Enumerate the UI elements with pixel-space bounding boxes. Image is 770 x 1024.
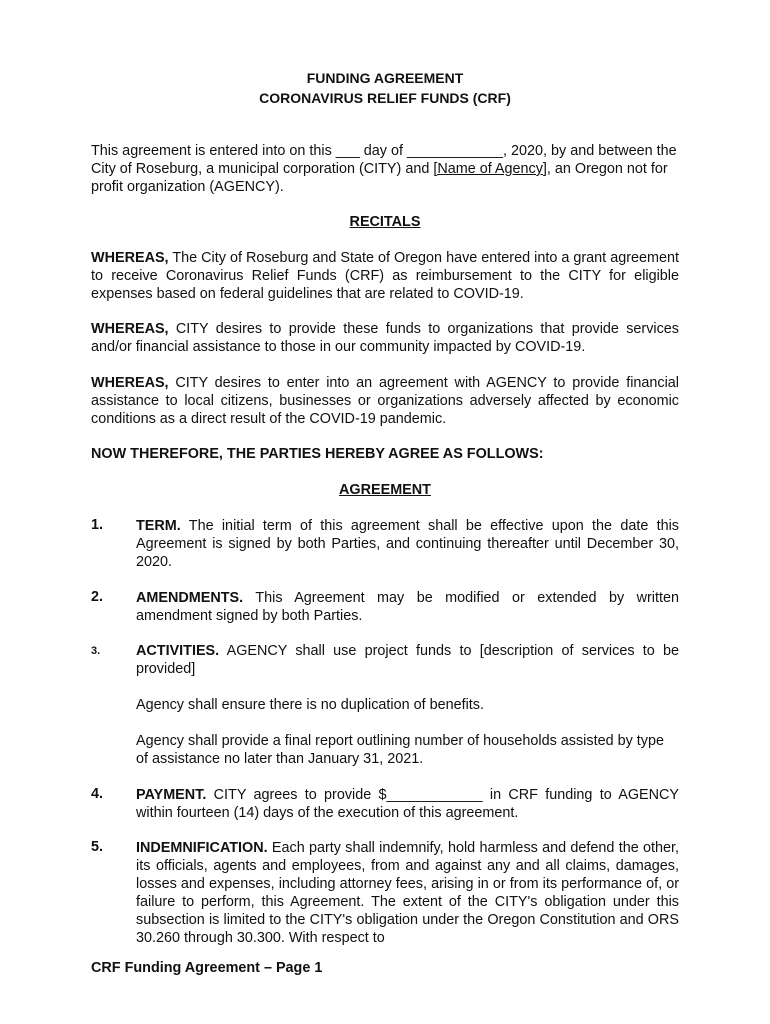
intro-text-2: , an Oregon not for profit organization (AGENCY). (91, 161, 668, 195)
recital-1 (91, 249, 679, 303)
recital-text: CITY desires to provide these funds to organizations that provide services and/or financial assistance to those in our community impacted by COVID-19. (91, 321, 679, 355)
item-lead: PAYMENT. (136, 787, 207, 803)
recital-lead: WHEREAS, (91, 375, 169, 391)
item-number: 4. (91, 786, 104, 802)
item-text: AGENCY shall use project funds to [description of services to be provided] (136, 643, 679, 677)
activities-note-duplication: Agency shall ensure there is no duplication of benefits. (136, 697, 484, 713)
activities-note-report: Agency shall provide a final report outlining number of households assisted by type of assistance no later than January 31, 2021. (136, 733, 664, 767)
item-text: This Agreement may be modified or extended by written amendment signed by both Parties. (136, 590, 679, 624)
item-lead: AMENDMENTS. (136, 590, 244, 606)
item-number: 5. (91, 839, 104, 855)
recital-text: The City of Roseburg and State of Oregon have entered into a grant agreement to receive Coronavirus Relief Funds (CRF) as reimbursement to the CITY for eligible expenses based on federal guidelines that are related to COVID-19. (91, 250, 679, 302)
agreement-heading: AGREEMENT (339, 482, 431, 498)
recital-text: CITY desires to enter into an agreement with AGENCY to provide financial assistance to local citizens, businesses or organizations adversely affected by economic conditions as a direct result of the COVID-19 pandemic. (91, 375, 679, 427)
agreement-item-indemnification (136, 839, 679, 947)
intro-paragraph (91, 142, 679, 196)
item-lead: INDEMNIFICATION. (136, 840, 268, 856)
now-therefore-statement: NOW THEREFORE, THE PARTIES HEREBY AGREE AS FOLLOWS: (91, 446, 544, 462)
item-lead: TERM. (136, 518, 181, 534)
recital-2 (91, 320, 679, 356)
item-number: 3. (91, 645, 101, 657)
page-footer: CRF Funding Agreement – Page 1 (91, 960, 323, 976)
recital-3 (91, 374, 679, 428)
agreement-item-payment (136, 786, 679, 822)
item-number: 1. (91, 517, 104, 533)
item-number: 2. (91, 589, 104, 605)
agreement-item-term (136, 517, 679, 571)
agreement-item-amendments (136, 589, 679, 625)
recitals-heading: RECITALS (349, 214, 421, 230)
recital-lead: WHEREAS, (91, 321, 169, 337)
item-text: CITY agrees to provide $____________ in CRF funding to AGENCY within fourteen (14) days of the execution of this agreement. (136, 787, 679, 821)
intro-text-1: This agreement is entered into on this ___ day of ____________, 2020, by and between the City of Roseburg, a municipal corporation (CITY) and (91, 143, 677, 177)
agency-name-placeholder: [Name of Agency] (433, 161, 547, 177)
document-title: FUNDING AGREEMENT (306, 70, 464, 86)
item-lead: ACTIVITIES. (136, 643, 220, 659)
recital-lead: WHEREAS, (91, 250, 169, 266)
item-text: The initial term of this agreement shall be effective upon the date this Agreement is signed by both Parties, and continuing thereafter until December 30, 2020. (136, 518, 679, 570)
document-subtitle: CORONAVIRUS RELIEF FUNDS (CRF) (259, 90, 511, 106)
agreement-item-activities (136, 642, 679, 678)
item-text: Each party shall indemnify, hold harmless and defend the other, its officials, agents and employees, from and against any and all claims, damages, losses and expenses, including attorney fees, arising in or from its performance of, or failure to perform, this Agreement. The extent of the CITY's obligation under this subsection is limited to the CITY's obligation under the Oregon Constitution and ORS 30.260 through 30.300. With respect to (136, 840, 679, 946)
